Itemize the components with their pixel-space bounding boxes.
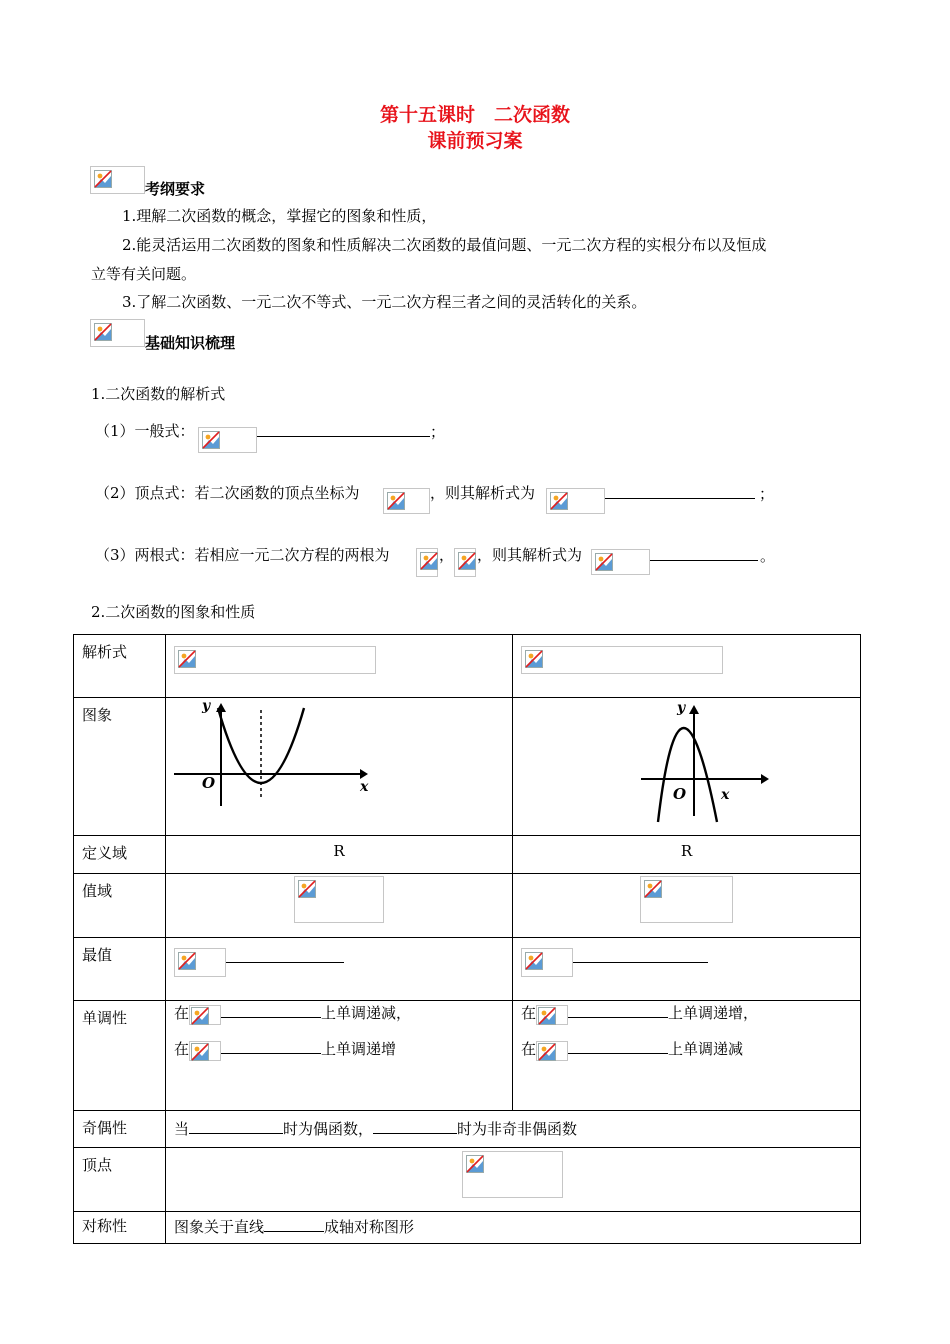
row-label-symmetry: 对称性 bbox=[74, 1212, 166, 1244]
cell bbox=[166, 1001, 513, 1111]
properties-table bbox=[73, 634, 861, 1244]
downward-parabola-graph bbox=[513, 698, 861, 836]
y-axis-label: y bbox=[202, 698, 211, 714]
table-row bbox=[74, 1148, 861, 1212]
parity-text: 时为非奇非偶函数 bbox=[457, 1120, 578, 1138]
formula-image bbox=[294, 876, 384, 923]
page-title: 第十五课时 二次函数 bbox=[379, 104, 570, 126]
requirement-item-2: 2.能灵活运用二次函数的图象和性质解决二次函数的最值问题、一元二次方程的实根分布以及恒成 bbox=[122, 236, 767, 254]
cell bbox=[166, 635, 513, 698]
upward-parabola-graph bbox=[166, 698, 513, 836]
parity-cell bbox=[166, 1111, 861, 1148]
row-label-extremum: 最值 bbox=[74, 938, 166, 1001]
section-icon-image bbox=[90, 166, 145, 194]
origin-label: O bbox=[673, 785, 687, 803]
subsection-graph-title: 2.二次函数的图象和性质 bbox=[91, 603, 256, 621]
mono-text: 在 bbox=[174, 1040, 190, 1058]
x-axis-arrow bbox=[761, 774, 769, 784]
requirement-item-1: 1.理解二次函数的概念，掌握它的图象和性质， bbox=[122, 207, 437, 225]
row-label-parity: 奇偶性 bbox=[74, 1111, 166, 1148]
cell bbox=[513, 1001, 861, 1111]
x-axis-label: x bbox=[360, 779, 369, 795]
mono-right-line-1 bbox=[521, 1001, 758, 1023]
symmetry-text: 图象关于直线 bbox=[174, 1218, 265, 1236]
mono-left-line-1 bbox=[174, 1001, 411, 1023]
requirement-item-3: 3.了解二次函数、一元二次不等式、一元二次方程三者之间的灵活转化的关系。 bbox=[122, 293, 647, 311]
vertex-form-end: ； bbox=[759, 485, 775, 503]
table-row bbox=[74, 635, 861, 698]
formula-image bbox=[591, 549, 650, 575]
parity-text: 时为偶函数， bbox=[283, 1120, 374, 1138]
cell bbox=[513, 938, 861, 1001]
formula-image bbox=[383, 488, 430, 514]
domain-left-value: R bbox=[166, 836, 513, 874]
formula-image bbox=[174, 948, 226, 977]
cell bbox=[166, 698, 513, 836]
cell bbox=[513, 698, 861, 836]
mono-text: 上单调递减 bbox=[668, 1040, 744, 1058]
formula-image bbox=[546, 488, 605, 514]
roots-form-mid: ，则其解析式为 bbox=[477, 546, 583, 564]
cell bbox=[513, 635, 861, 698]
row-label-formula: 解析式 bbox=[74, 635, 166, 698]
parity-text: 当 bbox=[174, 1120, 190, 1138]
mono-text: 上单调递减， bbox=[321, 1004, 412, 1022]
formula-image bbox=[416, 548, 438, 577]
requirement-item-2-cont: 立等有关问题。 bbox=[91, 265, 197, 283]
formula-image bbox=[189, 1005, 221, 1025]
table-row bbox=[74, 1001, 861, 1111]
formula-image bbox=[454, 548, 476, 577]
vertex-form-label: （2）顶点式：若二次函数的顶点坐标为 bbox=[95, 484, 360, 502]
row-label-vertex: 顶点 bbox=[74, 1148, 166, 1212]
x-axis-label: x bbox=[721, 787, 730, 803]
parabola-curve bbox=[658, 728, 717, 822]
y-axis-label: y bbox=[677, 700, 686, 716]
roots-form-blank-line bbox=[650, 544, 775, 566]
roots-form-comma: ， bbox=[439, 546, 455, 564]
vertex-form-blank-line bbox=[605, 482, 774, 504]
page-subtitle: 课前预习案 bbox=[427, 130, 523, 152]
table-row bbox=[74, 836, 861, 874]
mono-text: 在 bbox=[174, 1004, 190, 1022]
extremum-right-blank bbox=[573, 946, 708, 967]
cell bbox=[166, 874, 513, 938]
formula-image bbox=[536, 1041, 568, 1061]
formula-image bbox=[521, 646, 723, 674]
general-form-end: ； bbox=[430, 423, 446, 441]
symmetry-text: 成轴对称图形 bbox=[324, 1218, 415, 1236]
row-label-domain: 定义域 bbox=[74, 836, 166, 874]
section-heading-requirements: 考纲要求 bbox=[145, 180, 206, 198]
formula-image bbox=[536, 1005, 568, 1025]
y-axis-arrow bbox=[216, 703, 226, 712]
formula-image bbox=[462, 1151, 563, 1198]
row-label-monotonic: 单调性 bbox=[74, 1001, 166, 1111]
vertex-form-mid: ，则其解析式为 bbox=[430, 484, 536, 502]
general-form-blank-line bbox=[257, 420, 445, 442]
x-axis-arrow bbox=[360, 769, 368, 779]
table-row bbox=[74, 1212, 861, 1244]
section-icon-image bbox=[90, 319, 145, 347]
formula-image bbox=[198, 427, 257, 453]
y-axis-arrow bbox=[689, 705, 699, 714]
table-row bbox=[74, 874, 861, 938]
section-heading-basics: 基础知识梳理 bbox=[145, 334, 236, 352]
mono-text: 在 bbox=[521, 1004, 537, 1022]
mono-text: 在 bbox=[521, 1040, 537, 1058]
cell bbox=[166, 938, 513, 1001]
table-row bbox=[74, 938, 861, 1001]
formula-image bbox=[521, 948, 573, 977]
subsection-formula-title: 1.二次函数的解析式 bbox=[91, 385, 226, 403]
roots-form-label: （3）两根式：若相应一元二次方程的两根为 bbox=[95, 546, 390, 564]
formula-image bbox=[640, 876, 733, 923]
formula-image bbox=[174, 646, 376, 674]
mono-right-line-2 bbox=[521, 1037, 743, 1059]
table-row bbox=[74, 698, 861, 836]
domain-right-value: R bbox=[513, 836, 861, 874]
row-label-graph: 图象 bbox=[74, 698, 166, 836]
mono-text: 上单调递增 bbox=[321, 1040, 397, 1058]
cell bbox=[513, 874, 861, 938]
row-label-range: 值域 bbox=[74, 874, 166, 938]
mono-text: 上单调递增， bbox=[668, 1004, 759, 1022]
mono-left-line-2 bbox=[174, 1037, 396, 1059]
roots-form-end: 。 bbox=[760, 547, 776, 565]
vertex-cell bbox=[166, 1148, 861, 1212]
general-form-label: （1）一般式： bbox=[95, 422, 195, 440]
origin-label: O bbox=[202, 774, 216, 792]
extremum-left-blank bbox=[226, 946, 344, 967]
formula-image bbox=[189, 1041, 221, 1061]
symmetry-cell bbox=[166, 1212, 861, 1244]
table-row bbox=[74, 1111, 861, 1148]
